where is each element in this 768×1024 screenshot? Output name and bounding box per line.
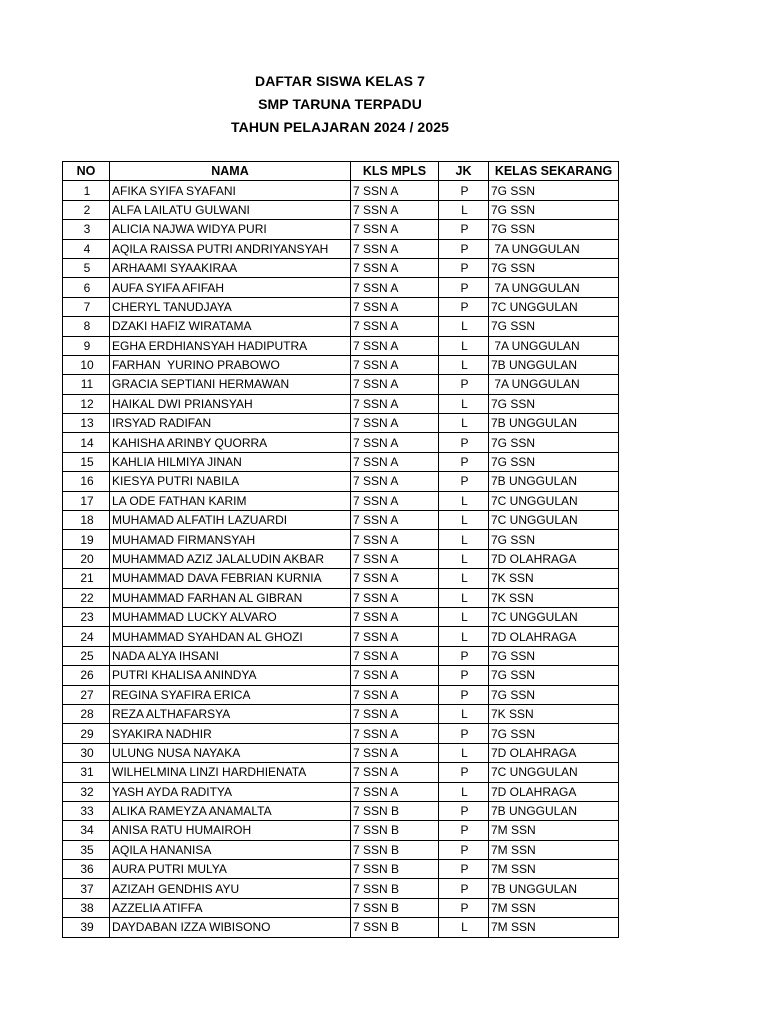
kls-mpls: 7 SSN A (351, 472, 439, 491)
current-class: 7C UNGGULAN (489, 511, 619, 530)
student-name: ULUNG NUSA NAYAKA (110, 743, 351, 762)
kls-mpls: 7 SSN A (351, 297, 439, 316)
current-class: 7G SSN (489, 317, 619, 336)
header-kls-mpls: KLS MPLS (351, 162, 439, 181)
row-number: 10 (63, 355, 110, 374)
table-row (63, 317, 619, 336)
gender: P (439, 646, 489, 665)
table-row (63, 763, 619, 782)
row-number: 13 (63, 414, 110, 433)
kls-mpls: 7 SSN A (351, 239, 439, 258)
kls-mpls: 7 SSN A (351, 336, 439, 355)
table-row (63, 646, 619, 665)
current-class: 7G SSN (489, 433, 619, 452)
current-class: 7G SSN (489, 258, 619, 277)
student-name: SYAKIRA NADHIR (110, 724, 351, 743)
table-row (63, 627, 619, 646)
table-row (63, 414, 619, 433)
student-name: HAIKAL DWI PRIANSYAH (110, 394, 351, 413)
gender: L (439, 414, 489, 433)
kls-mpls: 7 SSN A (351, 724, 439, 743)
student-name: AQILA RAISSA PUTRI ANDRIYANSYAH (110, 239, 351, 258)
row-number: 38 (63, 898, 110, 917)
table-row (63, 336, 619, 355)
student-name: WILHELMINA LINZI HARDHIENATA (110, 763, 351, 782)
gender: P (439, 452, 489, 471)
row-number: 23 (63, 607, 110, 626)
row-number: 37 (63, 879, 110, 898)
student-name: MUHAMAD ALFATIH LAZUARDI (110, 511, 351, 530)
row-number: 4 (63, 239, 110, 258)
current-class: 7M SSN (489, 918, 619, 937)
gender: P (439, 840, 489, 859)
row-number: 28 (63, 704, 110, 723)
student-name: ALIKA RAMEYZA ANAMALTA (110, 801, 351, 820)
table-row (63, 220, 619, 239)
student-table (62, 161, 619, 938)
row-number: 25 (63, 646, 110, 665)
row-number: 9 (63, 336, 110, 355)
row-number: 1 (63, 181, 110, 200)
kls-mpls: 7 SSN A (351, 220, 439, 239)
table-row (63, 355, 619, 374)
student-name: MUHAMMAD FARHAN AL GIBRAN (110, 588, 351, 607)
table-row (63, 239, 619, 258)
row-number: 17 (63, 491, 110, 510)
kls-mpls: 7 SSN A (351, 414, 439, 433)
table-row (63, 743, 619, 762)
table-row (63, 394, 619, 413)
current-class: 7A UNGGULAN (489, 375, 619, 394)
gender: P (439, 472, 489, 491)
row-number: 2 (63, 200, 110, 219)
current-class: 7B UNGGULAN (489, 801, 619, 820)
table-row (63, 278, 619, 297)
gender: L (439, 918, 489, 937)
current-class: 7M SSN (489, 840, 619, 859)
current-class: 7A UNGGULAN (489, 239, 619, 258)
row-number: 36 (63, 860, 110, 879)
current-class: 7D OLAHRAGA (489, 627, 619, 646)
row-number: 26 (63, 666, 110, 685)
student-name: AFIKA SYIFA SYAFANI (110, 181, 351, 200)
student-name: MUHAMMAD DAVA FEBRIAN KURNIA (110, 569, 351, 588)
current-class: 7C UNGGULAN (489, 763, 619, 782)
student-name: ANISA RATU HUMAIROH (110, 821, 351, 840)
gender: L (439, 200, 489, 219)
row-number: 12 (63, 394, 110, 413)
kls-mpls: 7 SSN A (351, 743, 439, 762)
gender: L (439, 317, 489, 336)
table-row (63, 375, 619, 394)
row-number: 24 (63, 627, 110, 646)
gender: P (439, 801, 489, 820)
gender: P (439, 685, 489, 704)
student-name: KAHISHA ARINBY QUORRA (110, 433, 351, 452)
gender: L (439, 355, 489, 374)
kls-mpls: 7 SSN A (351, 181, 439, 200)
row-number: 3 (63, 220, 110, 239)
row-number: 16 (63, 472, 110, 491)
row-number: 35 (63, 840, 110, 859)
title-line-3: TAHUN PELAJARAN 2024 / 2025 (231, 119, 449, 135)
gender: L (439, 511, 489, 530)
kls-mpls: 7 SSN B (351, 879, 439, 898)
table-row (63, 200, 619, 219)
header-kelas-sekarang: KELAS SEKARANG (489, 162, 619, 181)
header-no: NO (63, 162, 110, 181)
student-name: AZIZAH GENDHIS AYU (110, 879, 351, 898)
row-number: 11 (63, 375, 110, 394)
current-class: 7B UNGGULAN (489, 472, 619, 491)
row-number: 6 (63, 278, 110, 297)
kls-mpls: 7 SSN A (351, 530, 439, 549)
gender: L (439, 530, 489, 549)
row-number: 27 (63, 685, 110, 704)
gender: P (439, 879, 489, 898)
table-row (63, 821, 619, 840)
student-name: KAHLIA HILMIYA JINAN (110, 452, 351, 471)
student-name: DZAKI HAFIZ WIRATAMA (110, 317, 351, 336)
current-class: 7K SSN (489, 704, 619, 723)
table-row (63, 666, 619, 685)
table-row (63, 918, 619, 937)
kls-mpls: 7 SSN A (351, 278, 439, 297)
gender: L (439, 336, 489, 355)
gender: L (439, 782, 489, 801)
current-class: 7G SSN (489, 530, 619, 549)
current-class: 7A UNGGULAN (489, 278, 619, 297)
kls-mpls: 7 SSN A (351, 549, 439, 568)
student-name: LA ODE FATHAN KARIM (110, 491, 351, 510)
kls-mpls: 7 SSN B (351, 860, 439, 879)
gender: P (439, 433, 489, 452)
current-class: 7G SSN (489, 666, 619, 685)
kls-mpls: 7 SSN A (351, 452, 439, 471)
current-class: 7G SSN (489, 646, 619, 665)
table-row (63, 491, 619, 510)
current-class: 7D OLAHRAGA (489, 782, 619, 801)
student-name: MUHAMMAD AZIZ JALALUDIN AKBAR (110, 549, 351, 568)
gender: L (439, 569, 489, 588)
current-class: 7B UNGGULAN (489, 879, 619, 898)
row-number: 5 (63, 258, 110, 277)
current-class: 7A UNGGULAN (489, 336, 619, 355)
gender: P (439, 763, 489, 782)
row-number: 31 (63, 763, 110, 782)
table-row (63, 297, 619, 316)
gender: L (439, 743, 489, 762)
gender: P (439, 898, 489, 917)
current-class: 7C UNGGULAN (489, 491, 619, 510)
student-name: AURA PUTRI MULYA (110, 860, 351, 879)
kls-mpls: 7 SSN B (351, 918, 439, 937)
table-row (63, 879, 619, 898)
header-jk: JK (439, 162, 489, 181)
kls-mpls: 7 SSN A (351, 491, 439, 510)
student-name: AZZELIA ATIFFA (110, 898, 351, 917)
student-name: AUFA SYIFA AFIFAH (110, 278, 351, 297)
kls-mpls: 7 SSN B (351, 821, 439, 840)
gender: P (439, 239, 489, 258)
table-row (63, 801, 619, 820)
current-class: 7G SSN (489, 181, 619, 200)
gender: P (439, 278, 489, 297)
table-row (63, 258, 619, 277)
kls-mpls: 7 SSN A (351, 646, 439, 665)
kls-mpls: 7 SSN A (351, 607, 439, 626)
gender: L (439, 549, 489, 568)
row-number: 39 (63, 918, 110, 937)
kls-mpls: 7 SSN A (351, 511, 439, 530)
student-name: IRSYAD RADIFAN (110, 414, 351, 433)
kls-mpls: 7 SSN B (351, 801, 439, 820)
kls-mpls: 7 SSN A (351, 569, 439, 588)
current-class: 7G SSN (489, 394, 619, 413)
gender: L (439, 394, 489, 413)
row-number: 34 (63, 821, 110, 840)
student-name: MUHAMAD FIRMANSYAH (110, 530, 351, 549)
student-name: DAYDABAN IZZA WIBISONO (110, 918, 351, 937)
gender: P (439, 724, 489, 743)
student-name: YASH AYDA RADITYA (110, 782, 351, 801)
table-row (63, 549, 619, 568)
current-class: 7D OLAHRAGA (489, 743, 619, 762)
table-header-row (63, 162, 619, 181)
gender: L (439, 607, 489, 626)
gender: P (439, 220, 489, 239)
table-row (63, 452, 619, 471)
kls-mpls: 7 SSN A (351, 258, 439, 277)
table-row (63, 704, 619, 723)
student-name: MUHAMMAD LUCKY ALVARO (110, 607, 351, 626)
table-row (63, 181, 619, 200)
table-row (63, 898, 619, 917)
current-class: 7M SSN (489, 860, 619, 879)
gender: P (439, 297, 489, 316)
current-class: 7C UNGGULAN (489, 607, 619, 626)
row-number: 18 (63, 511, 110, 530)
current-class: 7M SSN (489, 821, 619, 840)
kls-mpls: 7 SSN A (351, 588, 439, 607)
kls-mpls: 7 SSN A (351, 394, 439, 413)
row-number: 7 (63, 297, 110, 316)
current-class: 7G SSN (489, 724, 619, 743)
kls-mpls: 7 SSN B (351, 898, 439, 917)
table-row (63, 511, 619, 530)
table-row (63, 840, 619, 859)
kls-mpls: 7 SSN A (351, 375, 439, 394)
row-number: 19 (63, 530, 110, 549)
header-nama: NAMA (110, 162, 351, 181)
gender: P (439, 375, 489, 394)
title-line-2: SMP TARUNA TERPADU (258, 96, 422, 112)
row-number: 8 (63, 317, 110, 336)
kls-mpls: 7 SSN A (351, 685, 439, 704)
current-class: 7K SSN (489, 569, 619, 588)
student-name: PUTRI KHALISA ANINDYA (110, 666, 351, 685)
kls-mpls: 7 SSN A (351, 704, 439, 723)
gender: L (439, 491, 489, 510)
table-row (63, 860, 619, 879)
row-number: 29 (63, 724, 110, 743)
title-line-1: DAFTAR SISWA KELAS 7 (254, 73, 425, 89)
table-row (63, 724, 619, 743)
kls-mpls: 7 SSN A (351, 317, 439, 336)
row-number: 15 (63, 452, 110, 471)
student-name: REZA ALTHAFARSYA (110, 704, 351, 723)
gender: P (439, 860, 489, 879)
kls-mpls: 7 SSN A (351, 433, 439, 452)
table-row (63, 782, 619, 801)
row-number: 22 (63, 588, 110, 607)
current-class: 7K SSN (489, 588, 619, 607)
row-number: 21 (63, 569, 110, 588)
gender: P (439, 666, 489, 685)
current-class: 7G SSN (489, 200, 619, 219)
gender: P (439, 821, 489, 840)
current-class: 7D OLAHRAGA (489, 549, 619, 568)
kls-mpls: 7 SSN A (351, 666, 439, 685)
student-name: AQILA HANANISA (110, 840, 351, 859)
gender: L (439, 588, 489, 607)
current-class: 7C UNGGULAN (489, 297, 619, 316)
kls-mpls: 7 SSN A (351, 627, 439, 646)
current-class: 7M SSN (489, 898, 619, 917)
current-class: 7G SSN (489, 685, 619, 704)
gender: P (439, 258, 489, 277)
student-name: NADA ALYA IHSANI (110, 646, 351, 665)
current-class: 7G SSN (489, 220, 619, 239)
table-row (63, 569, 619, 588)
student-name: ALFA LAILATU GULWANI (110, 200, 351, 219)
student-name: ALICIA NAJWA WIDYA PURI (110, 220, 351, 239)
student-name: KIESYA PUTRI NABILA (110, 472, 351, 491)
table-row (63, 588, 619, 607)
student-name: MUHAMMAD SYAHDAN AL GHOZI (110, 627, 351, 646)
row-number: 30 (63, 743, 110, 762)
student-name: REGINA SYAFIRA ERICA (110, 685, 351, 704)
row-number: 32 (63, 782, 110, 801)
row-number: 14 (63, 433, 110, 452)
gender: P (439, 181, 489, 200)
student-name: FARHAN YURINO PRABOWO (110, 355, 351, 374)
kls-mpls: 7 SSN A (351, 355, 439, 374)
table-row (63, 433, 619, 452)
kls-mpls: 7 SSN A (351, 763, 439, 782)
gender: L (439, 704, 489, 723)
gender: L (439, 627, 489, 646)
table-body (63, 181, 619, 937)
kls-mpls: 7 SSN A (351, 782, 439, 801)
row-number: 20 (63, 549, 110, 568)
current-class: 7B UNGGULAN (489, 414, 619, 433)
student-name: ARHAAMI SYAAKIRAA (110, 258, 351, 277)
kls-mpls: 7 SSN A (351, 200, 439, 219)
row-number: 33 (63, 801, 110, 820)
kls-mpls: 7 SSN B (351, 840, 439, 859)
document-title (0, 70, 680, 139)
current-class: 7G SSN (489, 452, 619, 471)
student-name: CHERYL TANUDJAYA (110, 297, 351, 316)
table-row (63, 607, 619, 626)
current-class: 7B UNGGULAN (489, 355, 619, 374)
table-row (63, 472, 619, 491)
table-row (63, 530, 619, 549)
student-name: EGHA ERDHIANSYAH HADIPUTRA (110, 336, 351, 355)
table-row (63, 685, 619, 704)
student-name: GRACIA SEPTIANI HERMAWAN (110, 375, 351, 394)
